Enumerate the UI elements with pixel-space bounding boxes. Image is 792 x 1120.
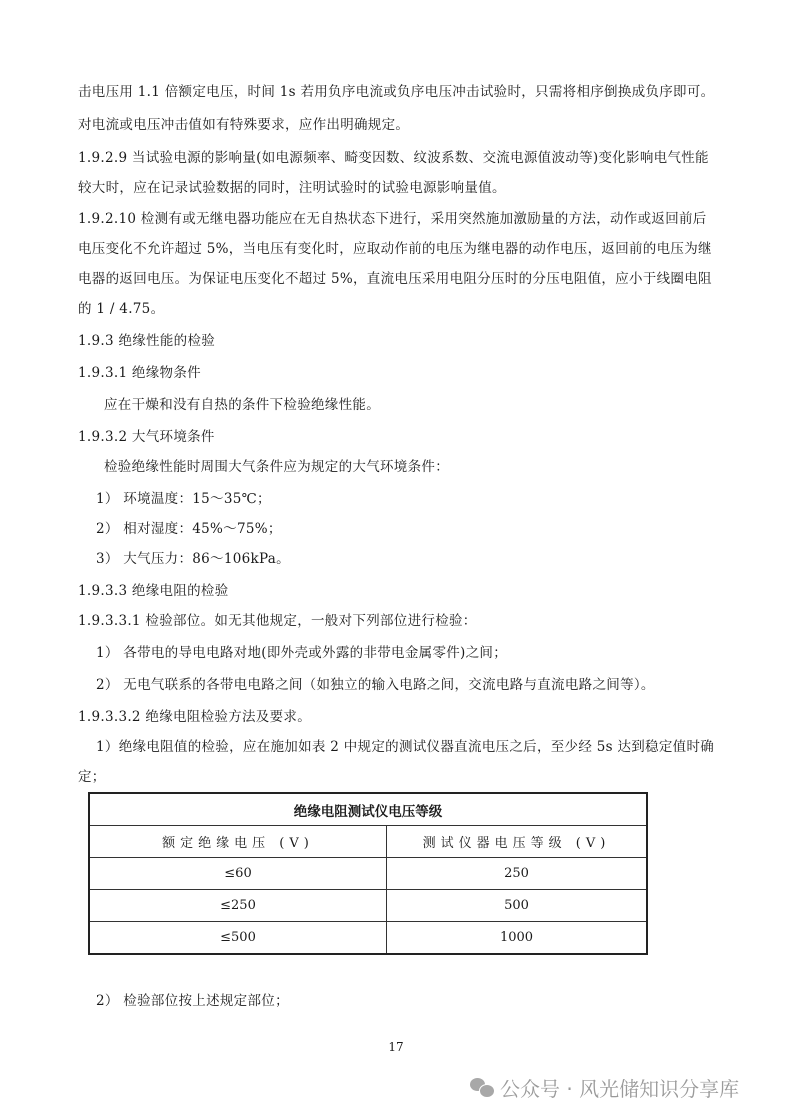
table-cell: ≤250 bbox=[89, 890, 387, 922]
page-number: 17 bbox=[388, 1040, 404, 1054]
heading-1-9-3: 1.9.3 绝缘性能的检验 bbox=[78, 333, 216, 349]
paragraph-line: 检验绝缘性能时周围大气条件应为规定的大气环境条件： bbox=[104, 459, 449, 475]
table-cell: 1000 bbox=[387, 922, 648, 955]
table-row bbox=[89, 890, 647, 922]
paragraph-line: 对电流或电压冲击值如有特殊要求，应作出明确规定。 bbox=[78, 117, 410, 133]
table-cell: ≤60 bbox=[89, 858, 387, 890]
table-row bbox=[89, 858, 647, 890]
watermark bbox=[470, 1073, 739, 1102]
section-1-9-3-3-1: 1.9.3.3.1 检验部位。如无其他规定，一般对下列部位进行检验： bbox=[78, 613, 477, 629]
paragraph-line: 较大时，应在记录试验数据的同时，注明试验时的试验电源影响量值。 bbox=[78, 180, 506, 196]
table-header-rated-voltage: 额定绝缘电压 (V) bbox=[89, 826, 387, 858]
list-item: 2） 相对湿度：45%～75%； bbox=[96, 521, 282, 537]
list-item: 1）绝缘电阻值的检验，应在施加如表 2 中规定的测试仪器直流电压之后，至少经 5s 达到稳定值时确 bbox=[96, 739, 715, 755]
table-title: 绝缘电阻测试仪电压等级 bbox=[89, 793, 647, 826]
paragraph-line: 电压变化不允许超过 5%，当电压有变化时，应取动作前的电压为继电器的动作电压，返回前的电压为继 bbox=[78, 241, 712, 257]
table-cell: 500 bbox=[387, 890, 648, 922]
list-item: 1） 各带电的导电电路对地(即外壳或外露的非带电金属零件)之间； bbox=[96, 645, 508, 661]
wechat-icon bbox=[470, 1078, 494, 1098]
table-row bbox=[89, 922, 647, 955]
heading-1-9-3-3: 1.9.3.3 绝缘电阻的检验 bbox=[78, 583, 229, 599]
insulation-tester-voltage-table bbox=[88, 792, 648, 955]
section-1-9-2-9: 1.9.2.9 当试验电源的影响量(如电源频率、畸变因数、纹波系数、交流电源值波动等)变化影响电气性能 bbox=[78, 150, 709, 166]
paragraph-line: 的 1 / 4.75。 bbox=[78, 301, 165, 317]
heading-1-9-3-1: 1.9.3.1 绝缘物条件 bbox=[78, 365, 201, 381]
paragraph-line: 击电压用 1.1 倍额定电压，时间 1s 若用负序电流或负序电压冲击试验时，只需将相序倒换成负序即可。 bbox=[78, 84, 715, 100]
watermark-text: 公众号 · 风光储知识分享库 bbox=[500, 1077, 740, 1101]
list-item: 2） 检验部位按上述规定部位； bbox=[96, 993, 289, 1009]
section-1-9-2-10: 1.9.2.10 检测有或无继电器功能应在无自热状态下进行，采用突然施加激励量的方法，动作或返回前后 bbox=[78, 211, 707, 227]
paragraph-line: 应在干燥和没有自热的条件下检验绝缘性能。 bbox=[104, 397, 380, 413]
list-item: 1） 环境温度：15～35℃； bbox=[96, 491, 271, 507]
paragraph-line: 定； bbox=[78, 769, 106, 785]
heading-1-9-3-2: 1.9.3.2 大气环境条件 bbox=[78, 429, 215, 445]
table-cell: 250 bbox=[387, 858, 648, 890]
table-header-tester-voltage: 测试仪器电压等级 (V) bbox=[387, 826, 648, 858]
table-cell: ≤500 bbox=[89, 922, 387, 955]
section-1-9-3-3-2: 1.9.3.3.2 绝缘电阻检验方法及要求。 bbox=[78, 709, 312, 725]
list-item: 3） 大气压力：86～106kPa。 bbox=[96, 551, 290, 567]
list-item: 2） 无电气联系的各带电电路之间（如独立的输入电路之间，交流电路与直流电路之间等）。 bbox=[96, 677, 655, 693]
paragraph-line: 电器的返回电压。为保证电压变化不超过 5%，直流电压采用电阻分压时的分压电阻值，应小于线圈电阻 bbox=[78, 271, 712, 287]
